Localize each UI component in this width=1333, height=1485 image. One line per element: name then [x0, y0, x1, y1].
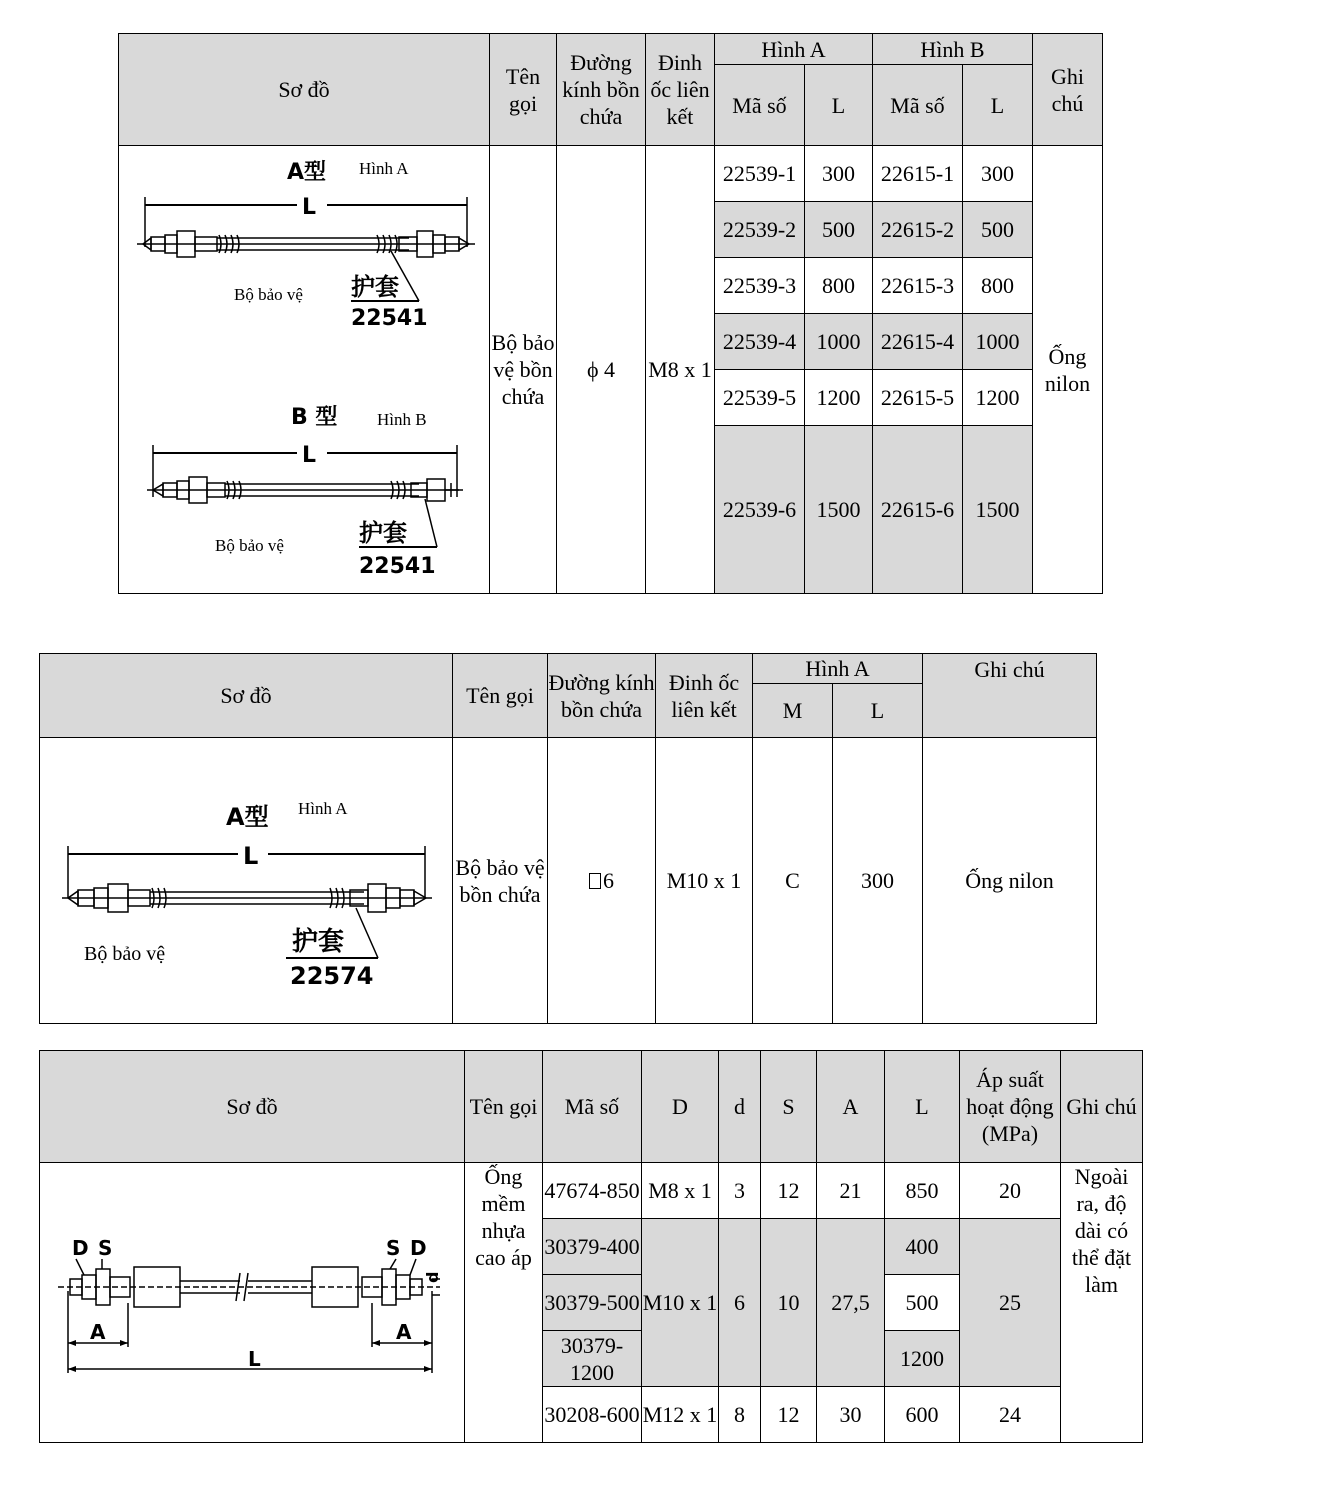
missing-glyph-box: [589, 873, 601, 889]
diagram-cell: [40, 738, 453, 1024]
header-b-l: L: [963, 65, 1033, 146]
protector-diagram-ab: [119, 147, 490, 593]
dim-l-a: L: [302, 194, 317, 220]
type-a-label: A型: [226, 803, 269, 831]
dim-A-left: A: [90, 1320, 106, 1344]
name-cell: Bộ bảo vệ bồn chứa: [490, 146, 557, 594]
a-code-cell: 22539-5: [715, 370, 805, 426]
pressure-cell: 20: [960, 1163, 1061, 1219]
protector-diagram-a: [40, 738, 453, 1023]
a-code-cell: 22539-3: [715, 258, 805, 314]
b-code-cell: 22615-4: [873, 314, 963, 370]
protector-label-a: Bộ bảo vệ: [234, 284, 303, 304]
header-L: L: [885, 1051, 960, 1163]
d-cell: 3: [719, 1163, 761, 1219]
header-l: L: [833, 684, 923, 738]
table-3: [39, 1050, 1143, 1443]
b-l-cell: 300: [963, 146, 1033, 202]
code-cell: 30379-1200: [543, 1331, 642, 1387]
b-l-cell: 1500: [963, 426, 1033, 594]
header-diagram: Sơ đồ: [40, 654, 453, 738]
A-cell: 27,5: [817, 1219, 885, 1387]
b-l-cell: 800: [963, 258, 1033, 314]
a-code-cell: 22539-1: [715, 146, 805, 202]
caption-hinh-a: Hình A: [298, 799, 348, 818]
header-a-l: L: [805, 65, 873, 146]
cn-label-a: 护套: [351, 272, 399, 301]
a-l-cell: 800: [805, 258, 873, 314]
b-code-cell: 22615-6: [873, 426, 963, 594]
L-cell: 1200: [885, 1331, 960, 1387]
header-diameter: Đường kính bồn chứa: [548, 654, 656, 738]
type-a-label: A型: [287, 159, 327, 185]
a-l-cell: 500: [805, 202, 873, 258]
a-l-cell: 1500: [805, 426, 873, 594]
note-cell: Ống nilon: [1033, 146, 1103, 594]
note-cell: Ngoài ra, độ dài có thể đặt làm: [1061, 1163, 1143, 1443]
label-D-left: D: [72, 1236, 89, 1260]
header-diameter: Đường kính bồn chứa: [557, 34, 646, 146]
header-hinh-a: Hình A: [715, 34, 873, 65]
code-cell: 30208-600: [543, 1387, 642, 1443]
header-b-code: Mã số: [873, 65, 963, 146]
hose-diagram: [40, 1163, 465, 1442]
dim-l: L: [243, 842, 259, 870]
a-l-cell: 1200: [805, 370, 873, 426]
L-cell: 600: [885, 1387, 960, 1443]
header-hinh-a: Hình A: [753, 654, 923, 684]
protector-label: Bộ bảo vệ: [84, 943, 166, 965]
D-cell: M12 x 1: [642, 1387, 719, 1443]
name-cell: Bộ bảo vệ bồn chứa: [453, 738, 548, 1024]
header-note: Ghi chú: [1061, 1051, 1143, 1163]
part-number-a: 22541: [351, 305, 428, 331]
header-hinh-b: Hình B: [873, 34, 1033, 65]
code-cell: 30379-400: [543, 1219, 642, 1275]
header-name: Tên gọi: [453, 654, 548, 738]
S-cell: 12: [761, 1163, 817, 1219]
label-S-left: S: [98, 1236, 113, 1260]
header-pressure: Áp suất hoạt động (MPa): [960, 1051, 1061, 1163]
S-cell: 12: [761, 1387, 817, 1443]
m-cell: C: [753, 738, 833, 1024]
diameter-value: 6: [603, 868, 614, 893]
diameter-cell: ϕ 4: [557, 146, 646, 594]
note-cell: Ống nilon: [923, 738, 1097, 1024]
part-number: 22574: [290, 962, 374, 990]
dim-l-b: L: [302, 442, 317, 468]
a-code-cell: 22539-6: [715, 426, 805, 594]
caption-hinh-a: Hình A: [359, 158, 409, 178]
label-d: d: [423, 1271, 442, 1283]
d-cell: 6: [719, 1219, 761, 1387]
D-cell: M10 x 1: [642, 1219, 719, 1387]
header-code: Mã số: [543, 1051, 642, 1163]
nut-cell: M8 x 1: [646, 146, 715, 594]
a-l-cell: 1000: [805, 314, 873, 370]
b-l-cell: 500: [963, 202, 1033, 258]
header-A: A: [817, 1051, 885, 1163]
header-name: Tên gọi: [465, 1051, 543, 1163]
b-code-cell: 22615-2: [873, 202, 963, 258]
A-cell: 21: [817, 1163, 885, 1219]
diagram-cell: [119, 146, 490, 594]
pressure-cell: 25: [960, 1219, 1061, 1387]
caption-hinh-b: Hình B: [377, 409, 427, 429]
header-nut: Đinh ốc liên kết: [646, 34, 715, 146]
code-cell: 30379-500: [543, 1275, 642, 1331]
dim-A-right: A: [396, 1320, 412, 1344]
header-nut: Đinh ốc liên kết: [656, 654, 753, 738]
header-d: d: [719, 1051, 761, 1163]
label-S-right: S: [386, 1236, 401, 1260]
S-cell: 10: [761, 1219, 817, 1387]
A-cell: 30: [817, 1387, 885, 1443]
a-code-cell: 22539-2: [715, 202, 805, 258]
header-diagram: Sơ đồ: [119, 34, 490, 146]
nut-cell: M10 x 1: [656, 738, 753, 1024]
l-cell: 300: [833, 738, 923, 1024]
cn-label-b: 护套: [359, 518, 407, 547]
code-cell: 47674-850: [543, 1163, 642, 1219]
header-m: M: [753, 684, 833, 738]
header-diagram: Sơ đồ: [40, 1051, 465, 1163]
cn-label: 护套: [292, 927, 345, 957]
b-code-cell: 22615-1: [873, 146, 963, 202]
header-note: Ghi chú: [923, 654, 1097, 738]
b-code-cell: 22615-3: [873, 258, 963, 314]
a-l-cell: 300: [805, 146, 873, 202]
b-code-cell: 22615-5: [873, 370, 963, 426]
a-code-cell: 22539-4: [715, 314, 805, 370]
header-D: D: [642, 1051, 719, 1163]
diagram-cell: [40, 1163, 465, 1443]
L-cell: 500: [885, 1275, 960, 1331]
header-a-code: Mã số: [715, 65, 805, 146]
L-cell: 400: [885, 1219, 960, 1275]
type-b-label: B 型: [291, 404, 338, 430]
b-l-cell: 1200: [963, 370, 1033, 426]
L-cell: 850: [885, 1163, 960, 1219]
header-note: Ghi chú: [1033, 34, 1103, 146]
dim-L: L: [248, 1347, 261, 1371]
table-1: [118, 33, 1103, 594]
d-cell: 8: [719, 1387, 761, 1443]
table-2: [39, 653, 1097, 1024]
part-number-b: 22541: [359, 553, 436, 579]
label-D-right: D: [410, 1236, 427, 1260]
header-name: Tên gọi: [490, 34, 557, 146]
diameter-cell: [548, 738, 656, 1024]
name-cell: Ống mềm nhựa cao áp: [465, 1163, 543, 1443]
header-S: S: [761, 1051, 817, 1163]
D-cell: M8 x 1: [642, 1163, 719, 1219]
protector-label-b: Bộ bảo vệ: [215, 535, 284, 555]
pressure-cell: 24: [960, 1387, 1061, 1443]
b-l-cell: 1000: [963, 314, 1033, 370]
